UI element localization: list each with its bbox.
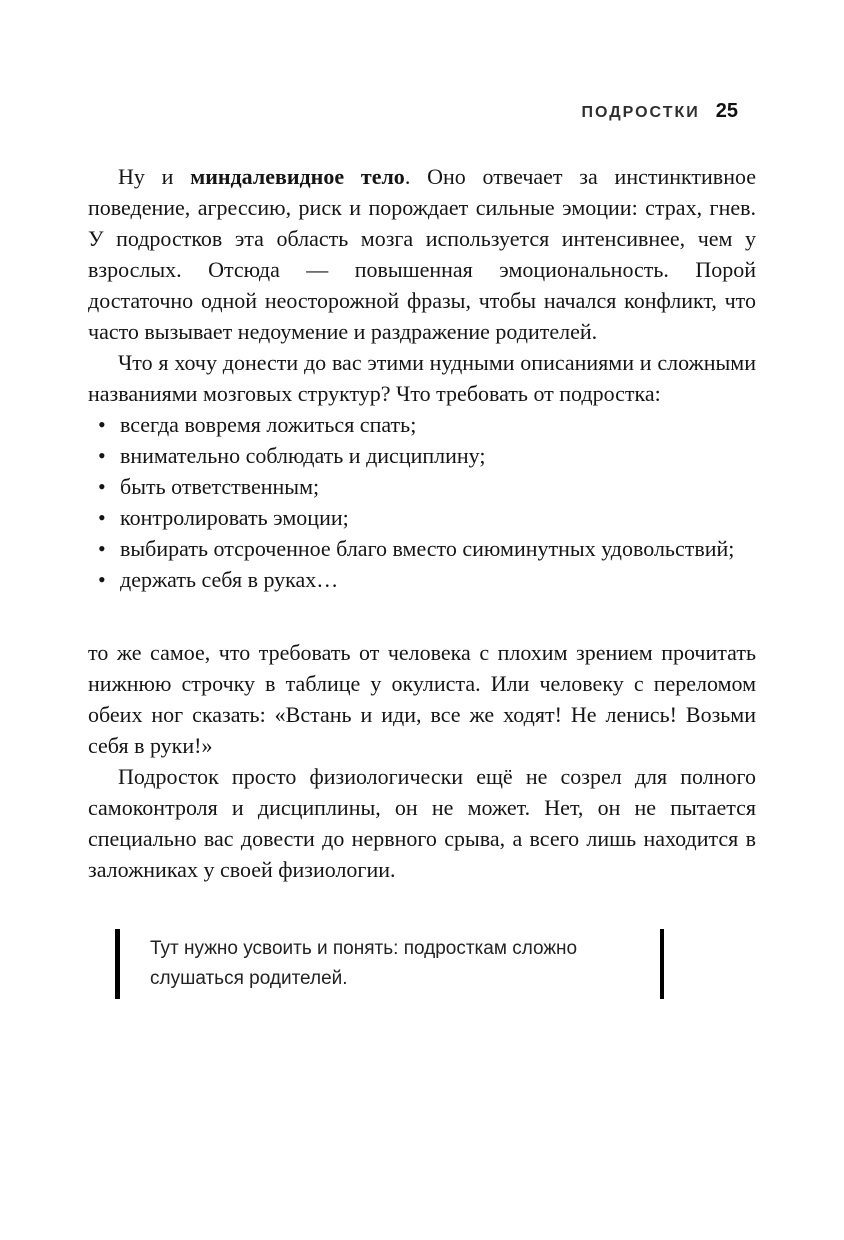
page-body [88,161,756,885]
paragraph-amygdala-lead: Ну и [118,164,191,189]
callout-quote [115,929,664,999]
paragraph-comparison: то же самое, что требовать от человека с плохим зрением прочитать нижнюю строчку в таблице у окулиста. Или человеку с переломом обеих ног сказать: «Встань и иди, все же ходят! Не ленись! Возьми себя в руки!» [88,640,756,758]
paragraph-amygdala-rest: . Оно отвечает за инстинктивное поведение, агрессию, риск и порождает сильные эмоции: страх, гнев. У подростков эта область мозга используется интенсивнее, чем у взрослых. Отсюда — повышенная эмоциональность. Порой достаточно одной неосторожной фразы, чтобы начался конфликт, что часто вызывает недоумение и раздражение родителей. [88,164,756,344]
running-title: ПОДРОСТКИ [581,104,700,121]
page-header [88,100,756,123]
paragraph-amygdala [88,161,756,347]
list-item: • быть ответственным; [88,471,756,502]
bold-term-amygdala: миндалевидное тело [190,164,405,189]
list-item: • внимательно соблюдать и дисциплину; [88,440,756,471]
list-item: • выбирать отсроченное благо вместо сиюминутных удовольствий; [88,533,756,564]
page-number: 25 [715,100,738,122]
paragraph-physiology: Подросток просто физиологически ещё не созрел для полного самоконтроля и дисциплины, он не может. Нет, он не пытается специально вас довести до нервного срыва, а всего лишь находится в заложниках у своей физиологии. [88,764,756,882]
paragraph-question: Что я хочу донести до вас этими нудными описаниями и сложными названиями мозговых структур? Что требовать от подростка: [88,350,756,406]
list-item: • контролировать эмоции; [88,502,756,533]
requirements-list [88,409,756,595]
list-item: • всегда вовремя ложиться спать; [88,409,756,440]
callout-text: Тут нужно усвоить и понять: подросткам сложно слушаться родителей. [150,938,578,989]
list-item: • держать себя в руках… [88,564,756,595]
